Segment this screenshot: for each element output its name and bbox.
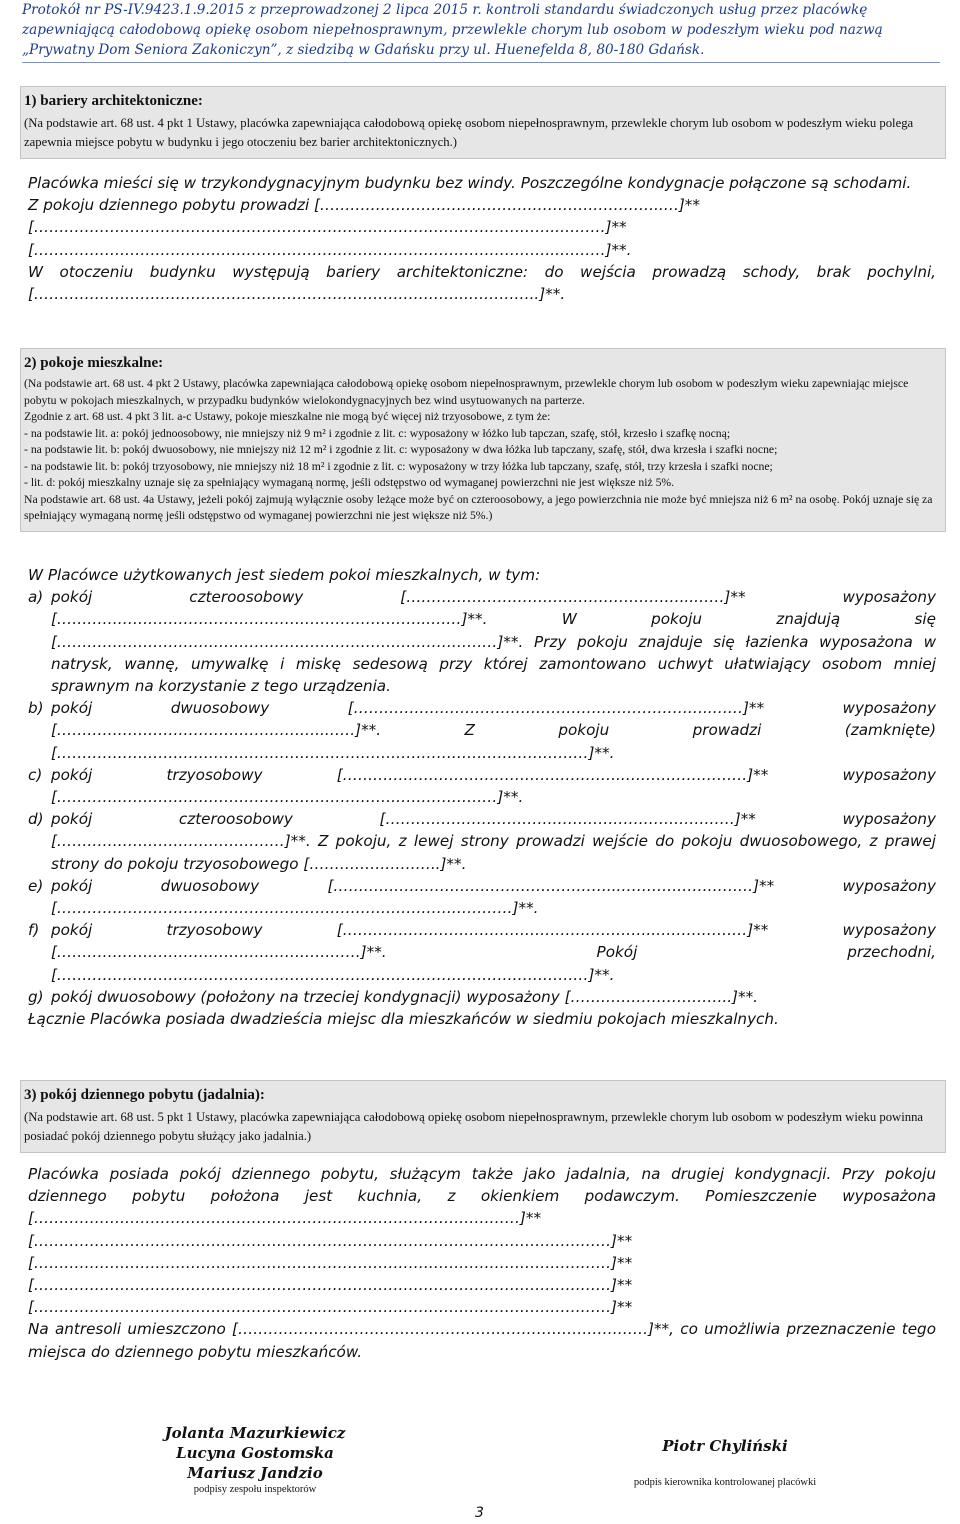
section-2-note-line: Zgodnie z art. 68 ust. 4 pkt 3 lit. a-c Ustawy, pokoje mieszkalne nie mogą być więcej niż trzyosobowe, z tym że: (24, 410, 551, 423)
room-description: pokój dwuosobowy [………………………………………………..………………………]** wyposażony [………………………………………………………………………………]**. (51, 876, 936, 918)
room-letter: f) (28, 921, 40, 940)
page-number: 3 (475, 1505, 484, 1521)
room-description: pokój dwuosobowy [……………………………………………………………..……]** wyposażony [……………………………………………..……]**. Z pokoju prowadzi (zamknięte) [……………………………………………………………………………………………]**. (51, 699, 936, 762)
section-1-paragraph: W otoczeniu budynku występują bariery architektoniczne: do wejścia prowadzą schody, brak pochylni, […………………………………………………………………………..…………..]**. (28, 262, 936, 304)
inspectors-caption: podpisy zespołu inspektorów (193, 1484, 317, 1495)
section-3-paragraph: [……………………………………………………………………………………………………]** (28, 1276, 633, 1295)
room-list-item (28, 697, 936, 764)
room-description: pokój dwuosobowy (położony na trzeciej kondygnacji) wyposażony […………………………..]**. (51, 987, 758, 1006)
section-3-paragraph: [……………………………………………………………………………………………………]** (28, 1231, 633, 1250)
section-2-note (24, 376, 942, 525)
room-letter: c) (28, 765, 43, 784)
inspector-name: Lucyna Gostomska (176, 1444, 334, 1462)
room-list-item (28, 764, 936, 808)
section-2-note-line: - lit. d: pokój mieszkalny uznaje się za spełniający wymaganą normę, jeśli odstępstwo od wymaganej powierzchni nie jest większe niż 5%. (24, 476, 675, 489)
section-2-summary: Łącznie Placówka posiada dwadzieścia miejsc dla mieszkańców w siedmiu pokojach mieszkalnych. (28, 1010, 779, 1029)
room-list-item (28, 875, 936, 919)
room-list-item (28, 808, 936, 875)
room-description: pokój trzyosobowy [………………………………………………..……………………]** wyposażony [……………………………………………………………………………]**. (51, 765, 936, 807)
section-2-title: 2) pokoje mieszkalne: (24, 355, 164, 371)
document-header: Protokół nr PS-IV.9423.1.9.2015 z przeprowadzonej 2 lipca 2015 r. kontroli standardu świadczonych usług przez placówkę zapewniającą całodobową opiekę osobom niepełnosprawnym, przewlekle chorym lub osobom w podeszłym wieku pod nazwą „Prywatny Dom Seniora Zakoniczyn”, z siedzibą w Gdańsku przy ul. Huenefelda 8, 80-180 Gdańsk. (22, 0, 940, 63)
section-1-box (20, 86, 946, 159)
manager-signature (600, 1436, 850, 1489)
section-2-intro: W Placówce użytkowanych jest siedem pokoi mieszkalnych, w tym: (28, 566, 541, 584)
manager-name: Piotr Chyliński (662, 1437, 788, 1455)
section-1-paragraph: […………………………………………………………………………………………..………]**. (28, 240, 632, 259)
section-1-note: (Na podstawie art. 68 ust. 4 pkt 1 Ustawy, placówka zapewniająca całodobową opiekę osobom niepełnosprawnym, przewlekle chorym lub osobom w podeszłym wieku polega zapewnia miejsce pobytu w budynku i jego otoczeniu bez barier architektonicznych.) (24, 116, 914, 149)
room-letter: a) (28, 588, 44, 607)
manager-caption: podpis kierownika kontrolowanej placówki (633, 1477, 817, 1488)
room-description: pokój trzyosobowy [……………………………………………………..………………]** wyposażony [……………………………………………………]**. Pokój przechodni, [……………………………………………………………………………………………]**. (51, 921, 936, 984)
section-1-title: 1) bariery architektoniczne: (24, 93, 203, 109)
room-list (28, 586, 936, 1008)
section-1-paragraph: Z pokoju dziennego pobytu prowadzi […………………………………………………………..…]** (28, 196, 700, 215)
section-1-body (28, 172, 936, 305)
room-letter: d) (28, 810, 44, 829)
section-2-note-line: (Na podstawie art. 68 ust. 4 pkt 2 Ustawy, placówka zapewniająca całodobową opiekę osobom niepełnosprawnym, przewlekle chorym lub osobom w podeszłym wieku zapewniając miejsce pobytu w pokojach mieszkalnych, w przypadku budynków wielokondygnacyjnych bez wind usytuowanych na parterze. (24, 377, 909, 407)
section-2-note-line: - na podstawie lit. a: pokój jednoosobowy, nie mniejszy niż 9 m² i zgodnie z lit. c: wyposażony w łóżko lub tapczan, szafę, stół, krzesło i szafkę nocną; (24, 426, 731, 440)
section-2-note-line: - na podstawie lit. b: pokój dwuosobowy, nie mniejszy niż 12 m² i zgodnie z lit. c: wyposażony w dwa łóżka lub tapczany, szafę, stół, dwa krzesła i szafki nocne; (24, 443, 778, 456)
room-letter: b) (28, 699, 44, 718)
section-1-paragraph: […………………………………………………………………………………………..………]** (28, 218, 627, 237)
room-list-item (28, 919, 936, 986)
room-description: pokój czteroosobowy [……………………………………………………………]** wyposażony [………………………………………]**. Z pokoju, z lewej strony prowadzi wejście do pokoju dwuosobowego, z prawej strony do pokoju trzyosobowego [……………………..]**. (51, 810, 936, 873)
room-letter: g) (28, 987, 44, 1006)
section-3-paragraph: Placówka posiada pokój dziennego pobytu, służącym także jako jadalnia, na drugiej kondygnacji. Przy pokoju dziennego pobytu położona jest kuchnia, z okienkiem podawczym. Pomieszczenie wyposażona [……………………………………………………………………………………]** (28, 1165, 936, 1228)
section-3-note: (Na podstawie art. 68 ust. 5 pkt 1 Ustawy, placówka zapewniająca całodobową opiekę osobom niepełnosprawnym, przewlekle chorym lub osobom w podeszłym wieku powinna posiadać pokój dziennego pobytu służący jako jadalnia.) (24, 1110, 924, 1143)
room-list-item (28, 986, 936, 1008)
section-3-box (20, 1080, 946, 1153)
section-3-title: 3) pokój dziennego pobytu (jadalnia): (24, 1087, 265, 1103)
section-3-paragraph: Na antresoli umieszczono [………………………………………………………………………]**, co umożliwia przeznaczenie tego miejsca do dziennego pobytu mieszkańców. (28, 1320, 936, 1361)
section-2-box (20, 348, 946, 532)
inspector-name: Mariusz Jandzio (187, 1464, 323, 1482)
section-2-note-line: - na podstawie lit. b: pokój trzyosobowy, nie mniejszy niż 18 m² i zgodnie z lit. c: wyposażony w trzy łóżka lub tapczany, szafę, stół, trzy krzesła i szafki nocne; (24, 459, 773, 473)
room-list-item (28, 586, 936, 697)
inspectors-signatures (130, 1423, 380, 1496)
inspector-name: Jolanta Mazurkiewicz (164, 1424, 346, 1442)
section-3-paragraph: [……………………………………………………………………………………………………]** (28, 1298, 633, 1317)
section-1-paragraph: Placówka mieści się w trzykondygnacyjnym budynku bez windy. Poszczególne kondygnacje połączone są schodami. (28, 174, 912, 192)
section-2-note-line: Na podstawie art. 68 ust. 4a Ustawy, jeżeli pokój zajmują wyłącznie osoby leżące może być on czteroosobowy, a jego powierzchnia nie może być mniejsza niż 6 m² na osobę. Pokój uznaje się za spełniający wymaganą normę jeśli odstępstwo od wymaganej powierzchni nie jest większe niż 5%.) (24, 492, 933, 522)
section-3-body (28, 1163, 936, 1363)
section-3-paragraph: [……………………………………………………………………………………………………]** (28, 1253, 633, 1272)
section-2-body (28, 564, 936, 1030)
room-letter: e) (28, 876, 44, 895)
room-description: pokój czteroosobowy [………………………………………………...……]** wyposażony [………………………………………………………………..……]**. W pokoju znajdują się [……………………………………………………………………………]**. Przy pokoju znajduje się łazienka wyposażona w natrysk, wannę, umywalkę i miskę sedesową przy której zamontowano uchwyt ułatwiający osobom mniej sprawnym na korzystanie z tego urządzenia. (51, 588, 936, 696)
